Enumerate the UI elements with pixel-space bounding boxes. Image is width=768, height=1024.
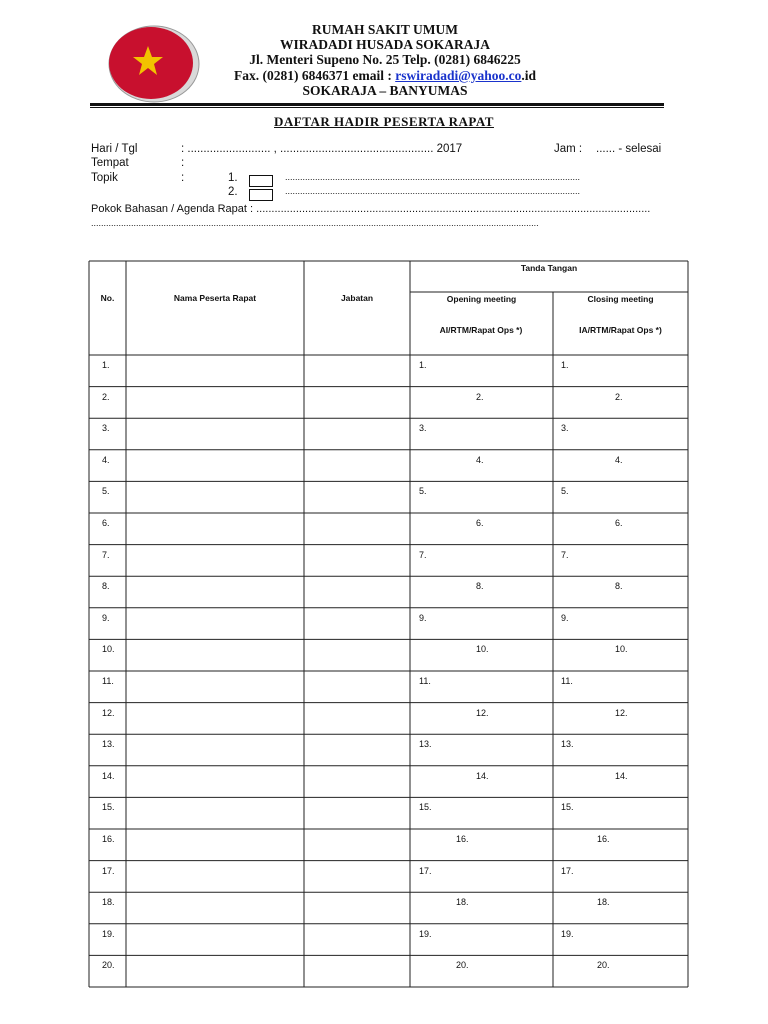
row-number: 4. (102, 454, 110, 465)
opening-signature-number: 2. (476, 391, 484, 402)
tempat-field[interactable]: : (181, 157, 185, 169)
jam-label: Jam : (554, 143, 583, 155)
opening-signature-number: 15. (419, 802, 432, 813)
opening-signature-number: 9. (419, 612, 427, 623)
row-number: 14. (102, 770, 115, 781)
jam-field[interactable]: ...... - selesai (596, 143, 662, 155)
email-suffix: .id (521, 68, 537, 83)
closing-signature-number: 3. (561, 423, 569, 434)
closing-signature-number: 18. (597, 897, 610, 908)
closing-signature-number: 4. (615, 454, 623, 465)
row-number: 13. (102, 739, 115, 750)
closing-signature-number: 19. (561, 928, 574, 939)
row-number: 6. (102, 518, 110, 528)
closing-signature-number: 16. (597, 834, 610, 844)
opening-signature-number: 3. (419, 423, 427, 434)
opening-signature-number: 5. (419, 486, 427, 497)
opening-signature-number: 17. (419, 865, 432, 876)
opening-signature-number: 4. (476, 454, 484, 465)
topik-1-number: 1. (228, 172, 238, 184)
row-number: 3. (102, 423, 110, 434)
hospital-city: SOKARAJA – BANYUMAS (302, 83, 468, 98)
hospital-address: Jl. Menteri Supeno No. 25 Telp. (0281) 6846225 (249, 52, 521, 67)
closing-signature-number: 5. (561, 486, 569, 497)
row-number: 9. (102, 612, 110, 623)
row-number: 11. (102, 676, 114, 686)
col-header-jabatan: Jabatan (340, 293, 374, 303)
opening-signature-number: 14. (476, 770, 489, 781)
hari-field[interactable]: : .......................... , ................................................ 2017 (181, 143, 463, 155)
opening-signature-number: 8. (476, 581, 484, 592)
row-number: 8. (102, 581, 110, 592)
row-number: 1. (102, 360, 110, 370)
row-number: 2. (102, 391, 110, 402)
document-title: DAFTAR HADIR PESERTA RAPAT (274, 114, 494, 129)
hospital-name: WIRADADI HUSADA SOKARAJA (279, 37, 491, 52)
row-number: 10. (102, 644, 115, 655)
row-number: 7. (102, 549, 110, 560)
opening-signature-number: 18. (456, 897, 469, 908)
opening-signature-number: 7. (419, 549, 427, 560)
row-number: 16. (102, 834, 115, 844)
closing-signature-number: 1. (561, 360, 569, 370)
closing-signature-number: 17. (561, 865, 574, 876)
topik-label: Topik (91, 172, 118, 184)
opening-signature-number: 19. (419, 928, 432, 939)
col-header-opening: Opening meeting (446, 294, 517, 304)
opening-signature-number: 10. (476, 644, 489, 655)
closing-signature-number: 10. (615, 644, 628, 655)
closing-signature-number: 6. (615, 518, 623, 528)
row-number: 20. (102, 960, 115, 971)
row-number: 15. (102, 802, 115, 813)
col-header-no: No. (100, 293, 115, 303)
closing-signature-number: 9. (561, 612, 569, 623)
closing-signature-number: 2. (615, 391, 623, 402)
closing-signature-number: 15. (561, 802, 574, 813)
opening-signature-number: 12. (476, 707, 489, 718)
closing-signature-number: 7. (561, 549, 569, 560)
opening-signature-number: 20. (456, 960, 469, 971)
col-subheader-opening: AI/RTM/Rapat Ops *) (439, 325, 523, 335)
closing-signature-number: 20. (597, 960, 610, 971)
topik-1-field[interactable]: ...................................................................................................................... (285, 172, 581, 182)
agenda-field-continued[interactable]: ................................................................................................................................................................................... (91, 218, 539, 228)
topik-2-number: 2. (228, 186, 238, 198)
hari-label: Hari / Tgl (91, 143, 138, 155)
opening-signature-number: 11. (419, 676, 431, 686)
hospital-type: RUMAH SAKIT UMUM (312, 22, 458, 37)
closing-signature-number: 14. (615, 770, 628, 781)
row-number: 17. (102, 865, 115, 876)
opening-signature-number: 13. (419, 739, 432, 750)
fax-text: Fax. (0281) 6846371 email : (233, 68, 396, 83)
topik-2-field[interactable]: ...................................................................................................................... (285, 186, 581, 196)
agenda-field[interactable]: Pokok Bahasan / Agenda Rapat : ................................................................................................................................. (91, 203, 651, 215)
col-header-tanda-tangan: Tanda Tangan (520, 263, 578, 273)
col-subheader-closing: IA/RTM/Rapat Ops *) (579, 325, 662, 335)
closing-signature-number: 12. (615, 707, 628, 718)
topik-colon: : (181, 172, 185, 184)
opening-signature-number: 16. (456, 834, 469, 844)
col-header-closing: Closing meeting (587, 294, 654, 304)
opening-signature-number: 6. (476, 518, 484, 528)
col-header-name: Nama Peserta Rapat (173, 293, 257, 303)
row-number: 12. (102, 707, 115, 718)
closing-signature-number: 8. (615, 581, 623, 592)
row-number: 19. (102, 928, 115, 939)
tempat-label: Tempat (91, 157, 129, 169)
row-number: 18. (102, 897, 115, 908)
opening-signature-number: 1. (419, 360, 427, 370)
closing-signature-number: 13. (561, 739, 574, 750)
closing-signature-number: 11. (561, 676, 573, 686)
row-number: 5. (102, 486, 110, 497)
email-link[interactable]: rswiradadi@yahoo.co (395, 68, 522, 83)
